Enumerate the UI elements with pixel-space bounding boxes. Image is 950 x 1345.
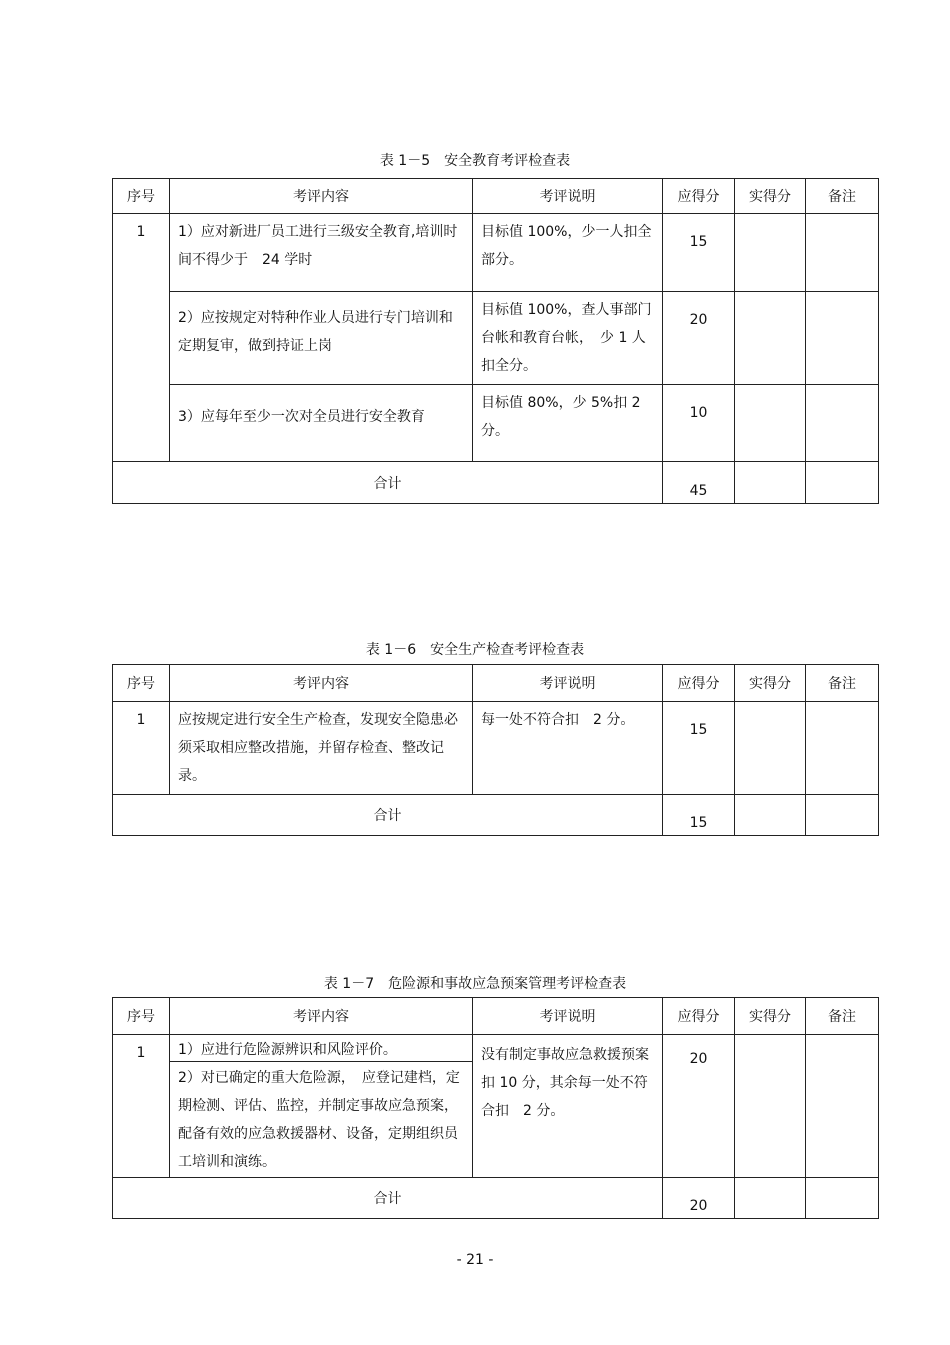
- content-cell: 2）应按规定对特种作业人员进行专门培训和定期复审，做到持证上岗: [170, 292, 473, 385]
- table-5-caption: 表 1－5 安全教育考评检查表: [379, 153, 571, 169]
- page-number: - 21 -: [456, 1252, 494, 1268]
- remark-cell: [806, 1035, 879, 1178]
- total-label: 合计: [113, 1178, 663, 1219]
- seq-cell: 1: [113, 1035, 170, 1178]
- total-points: 45: [663, 462, 735, 504]
- header-seq: 序号: [113, 998, 170, 1035]
- desc-cell: 目标值 100%，查人事部门台帐和教育台帐， 少 1 人扣全分。: [473, 292, 663, 385]
- remark-cell: [806, 292, 879, 385]
- content-cell: 应按规定进行安全生产检查，发现安全隐患必须采取相应整改措施，并留存检查、整改记录。: [170, 702, 473, 795]
- total-remark-cell: [806, 795, 879, 836]
- header-content: 考评内容: [170, 665, 473, 702]
- header-remark: 备注: [806, 179, 879, 214]
- table-row: [113, 702, 879, 795]
- remark-cell: [806, 385, 879, 462]
- actual-cell: [735, 1035, 806, 1178]
- table-7: [112, 997, 879, 1219]
- content-cell: 1）应对新进厂员工进行三级安全教育,培训时间不得少于 24 学时: [170, 214, 473, 292]
- desc-cell: 每一处不符合扣 2 分。: [473, 702, 663, 795]
- desc-cell: 目标值 100%，少一人扣全部分。: [473, 214, 663, 292]
- actual-cell: [735, 702, 806, 795]
- desc-cell: 没有制定事故应急救援预案扣 10 分，其余每一处不符合扣 2 分。: [473, 1035, 663, 1178]
- actual-cell: [735, 214, 806, 292]
- header-actual-score: 实得分: [735, 179, 806, 214]
- total-actual-cell: [735, 795, 806, 836]
- table-row: [113, 292, 879, 385]
- content-cell: [170, 1035, 473, 1178]
- table-7-caption: 表 1－7 危险源和事故应急预案管理考评检查表: [323, 976, 627, 992]
- total-row: [113, 462, 879, 504]
- header-should-score: 应得分: [663, 665, 735, 702]
- remark-cell: [806, 702, 879, 795]
- header-seq: 序号: [113, 665, 170, 702]
- points-cell: 10: [663, 385, 735, 462]
- header-should-score: 应得分: [663, 179, 735, 214]
- content-item-2: 2）对已确定的重大危险源， 应登记建档，定期检测、评估、监控，并制定事故应急预案，配备有效的应急救援器材、设备，定期组织员工培训和演练。: [178, 1070, 460, 1170]
- content-cell: 3）应每年至少一次对全员进行安全教育: [170, 385, 473, 462]
- header-actual-score: 实得分: [735, 665, 806, 702]
- actual-cell: [735, 385, 806, 462]
- header-actual-score: 实得分: [735, 998, 806, 1035]
- table-row: [113, 214, 879, 292]
- table-5: [112, 178, 879, 504]
- points-cell: 15: [663, 702, 735, 795]
- header-remark: 备注: [806, 998, 879, 1035]
- total-remark-cell: [806, 1178, 879, 1219]
- seq-cell: 1: [113, 702, 170, 795]
- content-item-1: 1）应进行危险源辨识和风险评价。: [170, 1035, 472, 1062]
- actual-cell: [735, 292, 806, 385]
- header-desc: 考评说明: [473, 998, 663, 1035]
- total-label: 合计: [113, 462, 663, 504]
- total-points: 15: [663, 795, 735, 836]
- total-row: [113, 795, 879, 836]
- total-actual-cell: [735, 462, 806, 504]
- header-desc: 考评说明: [473, 179, 663, 214]
- header-remark: 备注: [806, 665, 879, 702]
- remark-cell: [806, 214, 879, 292]
- points-cell: 15: [663, 214, 735, 292]
- header-content: 考评内容: [170, 179, 473, 214]
- header-should-score: 应得分: [663, 998, 735, 1035]
- seq-cell: 1: [113, 214, 170, 462]
- total-remark-cell: [806, 462, 879, 504]
- total-row: [113, 1178, 879, 1219]
- total-actual-cell: [735, 1178, 806, 1219]
- header-seq: 序号: [113, 179, 170, 214]
- header-desc: 考评说明: [473, 665, 663, 702]
- table-row: [113, 385, 879, 462]
- table-6-caption: 表 1－6 安全生产检查考评检查表: [365, 642, 585, 658]
- total-label: 合计: [113, 795, 663, 836]
- table-6: [112, 664, 879, 836]
- header-content: 考评内容: [170, 998, 473, 1035]
- points-cell: 20: [663, 1035, 735, 1178]
- desc-cell: 目标值 80%，少 5%扣 2 分。: [473, 385, 663, 462]
- points-cell: 20: [663, 292, 735, 385]
- table-row: [113, 1035, 879, 1178]
- total-points: 20: [663, 1178, 735, 1219]
